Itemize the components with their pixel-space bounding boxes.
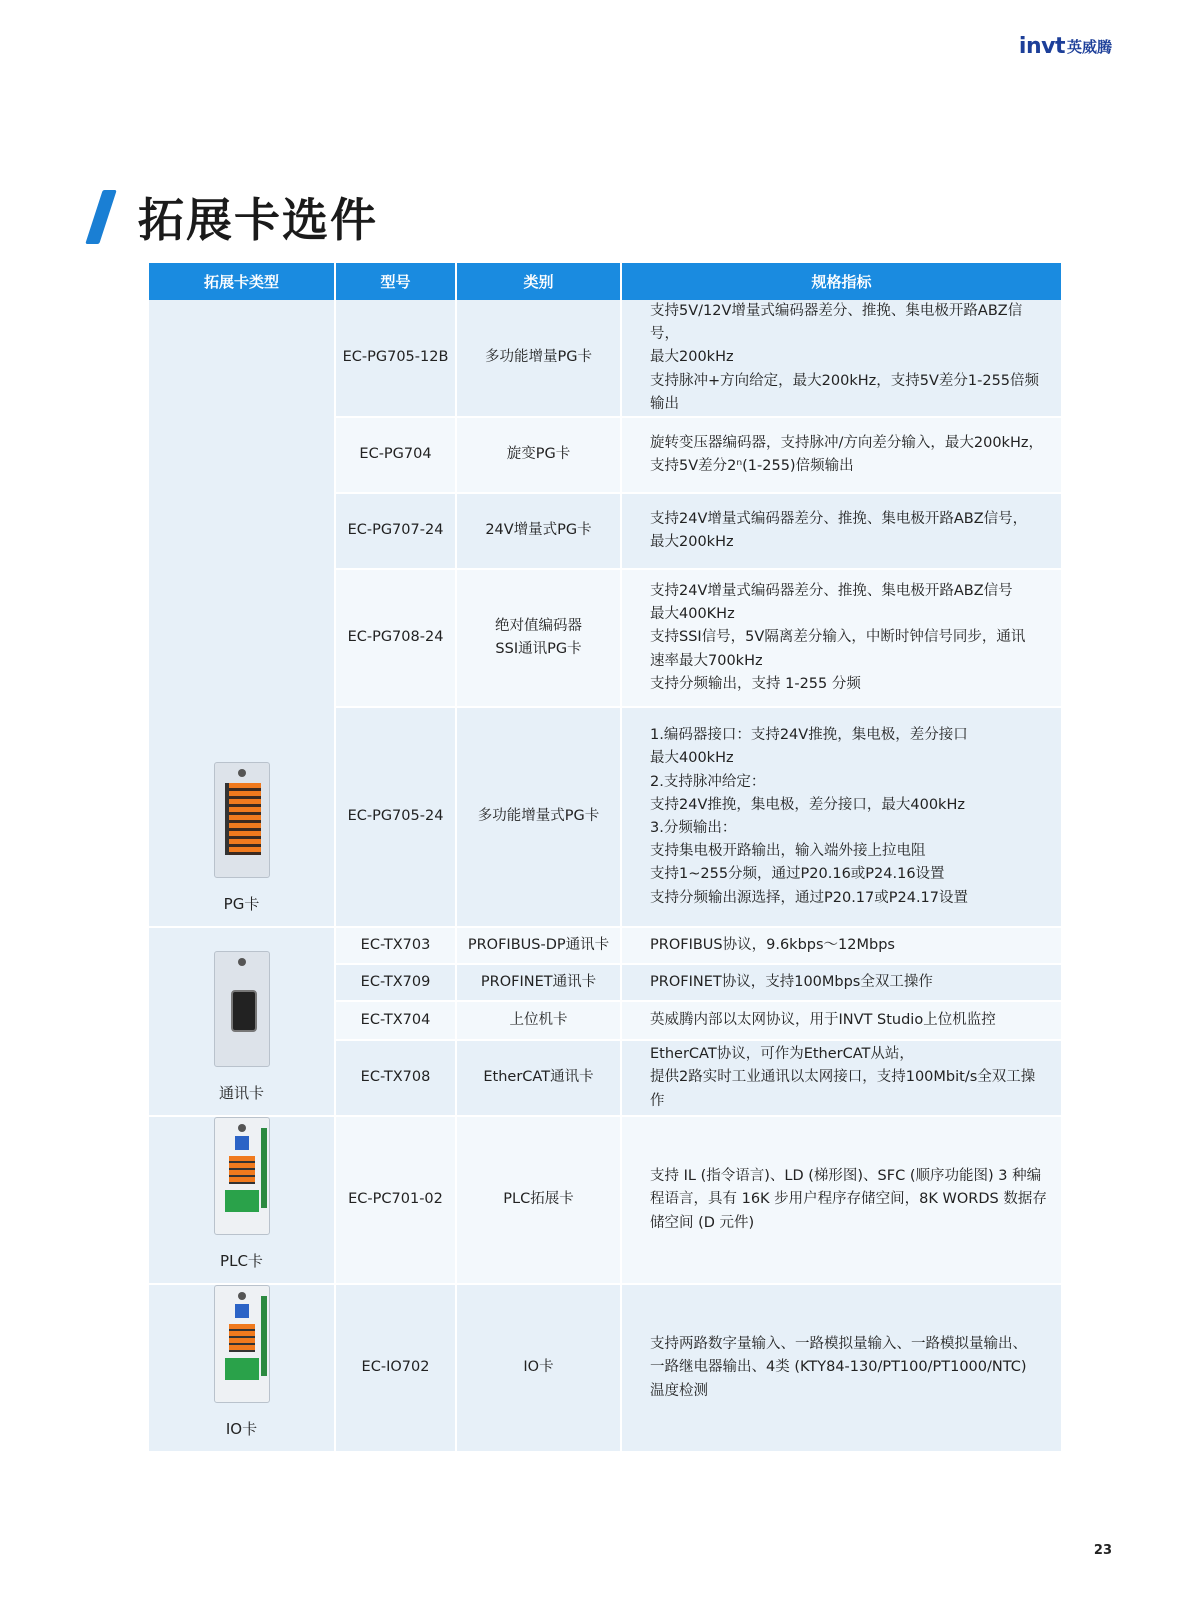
title-block — [94, 184, 378, 250]
page-number: 23 — [1093, 1543, 1112, 1558]
spec-cell — [622, 1285, 1061, 1453]
spec-line: 支持SSI信号，5V隔离差分输入，中断时钟信号同步，通讯 — [650, 629, 1026, 646]
category-cell — [457, 1117, 622, 1285]
spec-line: 支持脉冲+方向给定，最大200kHz，支持5V差分1-255倍频 — [650, 372, 1040, 389]
spec-line: 程语言，具有 16K 步用户程序存储空间，8K WORDS 数据存 — [650, 1191, 1047, 1208]
category-cell — [457, 1041, 622, 1117]
brand-logo — [1019, 34, 1112, 59]
model-cell: EC-PG708-24 — [336, 570, 457, 708]
spec-line: 支持分频输出，支持 1-255 分频 — [650, 675, 861, 692]
table-header-row — [149, 263, 1061, 300]
spec-line: 温度检测 — [650, 1382, 708, 1399]
spec-cell — [622, 1041, 1061, 1117]
spec-line: 最大400KHz — [650, 606, 735, 623]
title-accent-slash-icon — [85, 190, 117, 244]
model-cell: EC-IO702 — [336, 1285, 457, 1453]
category-line: EtherCAT通讯卡 — [483, 1069, 594, 1086]
spec-cell — [622, 418, 1061, 494]
spec-cell — [622, 965, 1061, 1002]
category-line: IO卡 — [523, 1359, 554, 1376]
card-type-label: IO卡 — [225, 1419, 258, 1438]
spec-line: 支持5V/12V增量式编码器差分、推挽、集电极开路ABZ信号， — [650, 303, 1023, 343]
model-cell: EC-PG707-24 — [336, 494, 457, 570]
spec-line: 支持集电极开路输出，输入端外接上拉电阻 — [650, 843, 926, 860]
category-cell — [457, 418, 622, 494]
model-cell: EC-PG704 — [336, 418, 457, 494]
model-cell: EC-PC701-02 — [336, 1117, 457, 1285]
table-row — [149, 300, 1061, 418]
column-header: 型号 — [336, 263, 457, 300]
column-header: 规格指标 — [622, 263, 1061, 300]
category-cell — [457, 1002, 622, 1041]
category-cell — [457, 570, 622, 708]
extension-card-table — [149, 263, 1061, 1453]
spec-line: 支持5V差分2ⁿ(1-255)倍频输出 — [650, 457, 854, 474]
brand-name-cn: 英威腾 — [1066, 38, 1112, 56]
model-cell: EC-TX703 — [336, 928, 457, 965]
spec-line: 最大200kHz — [650, 533, 734, 550]
category-cell — [457, 494, 622, 570]
category-cell — [457, 928, 622, 965]
category-line: PROFINET通讯卡 — [480, 973, 597, 990]
spec-cell — [622, 1117, 1061, 1285]
spec-cell — [622, 300, 1061, 418]
model-cell: EC-PG705-24 — [336, 708, 457, 928]
table-row — [149, 1117, 1061, 1285]
brand-mark: invt — [1018, 34, 1065, 59]
spec-line: 3.分频输出： — [650, 819, 737, 836]
column-header: 类别 — [457, 263, 622, 300]
table-row — [149, 1285, 1061, 1453]
category-line: PLC拓展卡 — [503, 1191, 574, 1208]
spec-cell — [622, 708, 1061, 928]
pg-card-icon — [214, 762, 270, 878]
card-type-label: 通讯卡 — [218, 1083, 264, 1102]
card-type-label: PG卡 — [223, 894, 260, 913]
spec-line: 支持1~255分频，通过P20.16或P24.16设置 — [650, 866, 945, 883]
spec-line: 支持分频输出源选择，通过P20.17或P24.17设置 — [650, 889, 969, 906]
category-cell — [457, 300, 622, 418]
spec-line: 最大200kHz — [650, 349, 734, 366]
column-header: 拓展卡类型 — [149, 263, 336, 300]
category-line: 上位机卡 — [509, 1011, 568, 1028]
category-line: 24V增量式PG卡 — [485, 522, 592, 539]
card-type-label: PLC卡 — [220, 1251, 263, 1270]
category-line: 多功能增量PG卡 — [485, 349, 592, 366]
spec-line: EtherCAT协议，可作为EtherCAT从站， — [650, 1046, 914, 1063]
model-cell: EC-TX709 — [336, 965, 457, 1002]
category-line: 旋变PG卡 — [506, 446, 571, 463]
plc-card-icon — [214, 1117, 270, 1235]
category-line: PROFIBUS-DP通讯卡 — [467, 936, 610, 953]
spec-cell — [622, 928, 1061, 965]
spec-line: 支持 IL (指令语言)、LD (梯形图)、SFC (顺序功能图) 3 种编 — [650, 1168, 1042, 1185]
model-cell: EC-PG705-12B — [336, 300, 457, 418]
model-cell: EC-TX704 — [336, 1002, 457, 1041]
spec-cell — [622, 494, 1061, 570]
category-line: 绝对值编码器 — [495, 617, 582, 634]
model-cell: EC-TX708 — [336, 1041, 457, 1117]
spec-line: 最大400kHz — [650, 750, 734, 767]
spec-line: 2.支持脉冲给定： — [650, 773, 766, 790]
card-type-cell — [149, 928, 336, 1117]
card-type-cell — [149, 300, 336, 928]
spec-line: 一路继电器输出、4类 (KTY84-130/PT100/PT1000/NTC) — [650, 1359, 1027, 1376]
spec-line: 输出 — [650, 395, 679, 412]
card-type-cell — [149, 1117, 336, 1285]
spec-cell — [622, 1002, 1061, 1041]
spec-line: 1.编码器接口：支持24V推挽，集电极，差分接口 — [650, 727, 968, 744]
category-line: 多功能增量式PG卡 — [477, 808, 600, 825]
spec-line: PROFINET协议，支持100Mbps全双工操作 — [650, 973, 933, 990]
spec-line: 提供2路实时工业通讯以太网接口，支持100Mbit/s全双工操作 — [650, 1069, 1036, 1109]
comm-card-icon — [214, 951, 270, 1067]
spec-line: 速率最大700kHz — [650, 652, 763, 669]
category-cell — [457, 965, 622, 1002]
spec-line: PROFIBUS协议，9.6kbps～12Mbps — [650, 936, 895, 953]
table-row — [149, 928, 1061, 965]
spec-line: 支持24V推挽，集电极，差分接口，最大400kHz — [650, 796, 965, 813]
spec-line: 英威腾内部以太网协议，用于INVT Studio上位机监控 — [650, 1011, 996, 1028]
spec-line: 支持两路数字量输入、一路模拟量输入、一路模拟量输出、 — [650, 1336, 1027, 1353]
category-line: SSI通讯PG卡 — [495, 640, 582, 657]
spec-line: 旋转变压器编码器，支持脉冲/方向差分输入，最大200kHz， — [650, 434, 1043, 451]
category-cell — [457, 1285, 622, 1453]
category-cell — [457, 708, 622, 928]
io-card-icon — [214, 1285, 270, 1403]
spec-line: 支持24V增量式编码器差分、推挽、集电极开路ABZ信号 — [650, 582, 1013, 599]
spec-line: 支持24V增量式编码器差分、推挽、集电极开路ABZ信号， — [650, 510, 1028, 527]
spec-line: 储空间 (D 元件) — [650, 1214, 755, 1231]
page-title: 拓展卡选件 — [138, 193, 378, 247]
card-type-cell — [149, 1285, 336, 1453]
spec-cell — [622, 570, 1061, 708]
